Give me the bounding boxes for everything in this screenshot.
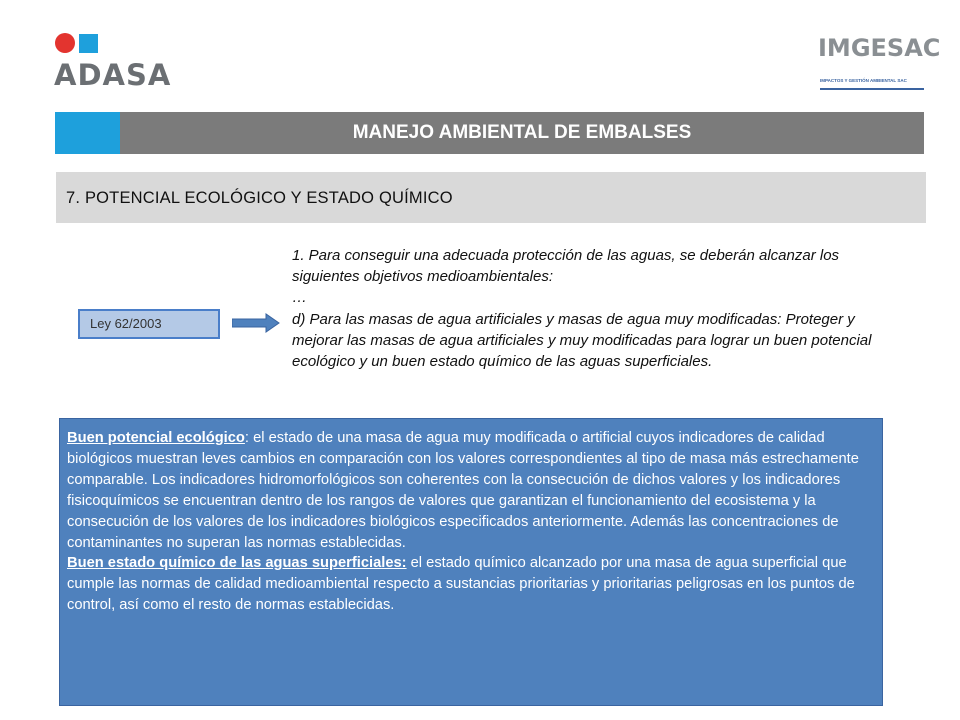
- quote-line-2: d) Para las masas de agua artificiales y masas de agua muy modificadas: Proteger y mejorar las masas de agua artificiales y muy modificadas para lograr un buen potencial ecológico y un buen estado químico de las aguas superficiales.: [292, 310, 872, 371]
- quote-line-1: 1. Para conseguir una adecuada protección de las aguas, se deberán alcanzar los siguientes objetivos medioambientales:: [292, 247, 840, 286]
- definition-text: el estado químico alcanzado por una masa de agua superficial que cumple las normas de calidad medioambiental respecto a sustancias prioritarias y prioritarias peligrosas en los puntos de control, así como el resto de normas establecidas.: [67, 555, 855, 614]
- definition-separator: :: [244, 430, 254, 446]
- title-band: [55, 112, 924, 154]
- law-reference-box: Ley 62/2003: [78, 309, 220, 339]
- adasa-logo: [55, 33, 175, 93]
- definitions-box: [59, 418, 883, 706]
- definition-text: el estado de una masa de agua muy modificada o artificial cuyos indicadores de calidad biológicos muestran leves cambios en comparación con los valores correspondientes al tipo de masa más estrechamente comparable. Los indicadores hidromorfológicos son coherentes con la consecución de dichos valores y los indicadores fisicoquímicos se encuentran dentro de los rangos de valores que garantizan el funcionamiento del ecosistema y la consecución de los valores de los indicadores biológicos especificados anteriormente. Además las concentraciones de contaminantes no superan las normas establecidas.: [67, 430, 859, 551]
- section-title: 7. POTENCIAL ECOLÓGICO Y ESTADO QUÍMICO: [66, 189, 453, 207]
- definition-ecological: [67, 428, 879, 553]
- definition-term: Buen potencial ecológico: [67, 430, 245, 446]
- logo-blue-square: [79, 34, 98, 53]
- section-band: [56, 172, 926, 223]
- imgesac-logo: [818, 34, 941, 96]
- adasa-logo-text: ADASA: [54, 58, 172, 92]
- imgesac-tagline: IMPACTOS Y GESTIÓN AMBIENTAL SAC: [820, 78, 907, 83]
- imgesac-logo-text: IMGESAC: [818, 34, 941, 62]
- definitions-text: [67, 428, 879, 616]
- imgesac-underline: [820, 88, 924, 90]
- quote-ellipsis: …: [292, 289, 307, 307]
- definition-chemical: [67, 553, 879, 616]
- definition-term: Buen estado químico de las aguas superficiales:: [67, 555, 407, 572]
- title-accent-block: [55, 112, 120, 154]
- right-arrow-icon: [232, 313, 280, 333]
- page-title: MANEJO AMBIENTAL DE EMBALSES: [352, 122, 692, 143]
- logo-red-circle: [55, 33, 75, 53]
- law-quote: [292, 245, 872, 372]
